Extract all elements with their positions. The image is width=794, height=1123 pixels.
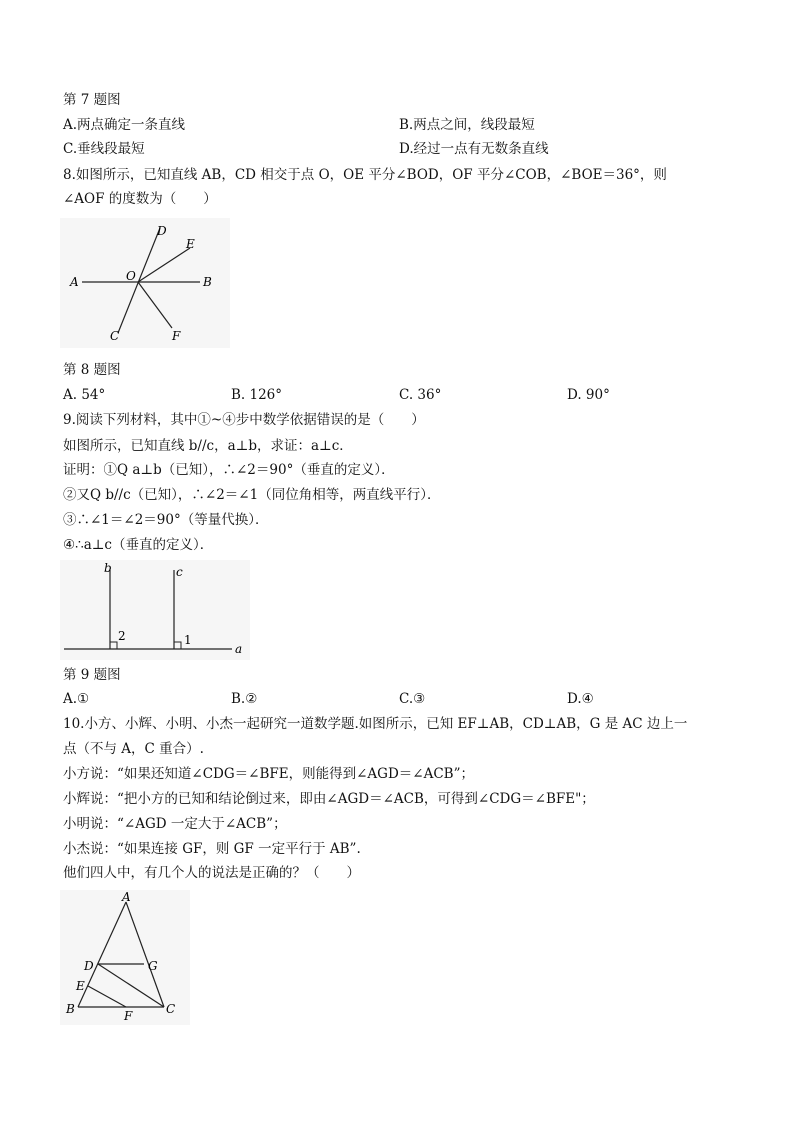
q9-proof-step2: ②又Q b//c（已知），∴∠2＝∠1（同位角相等，两直线平行）． — [63, 487, 441, 503]
q8-option-c: C. 36° — [399, 387, 442, 403]
q8-option-d: D. 90° — [567, 387, 610, 403]
q10-label-b: B — [66, 1002, 75, 1016]
q9-option-d: D.④ — [567, 691, 594, 707]
q7-caption: 第 7 题图 — [63, 92, 121, 108]
q8-label-d: D — [157, 224, 167, 238]
q10-xiaojie-statement: 小杰说：“如果连接 GF，则 GF 一定平行于 AB”. — [63, 841, 361, 857]
q9-label-angle-1: 1 — [184, 633, 192, 647]
q10-label-a: A — [122, 890, 131, 904]
q9-stem: 9.阅读下列材料，其中①~④步中数学依据错误的是（ ） — [63, 412, 425, 428]
q9-proof-step1: 证明：①Q a⊥b（已知），∴∠2＝90°（垂直的定义）． — [63, 462, 395, 478]
q8-label-b: B — [203, 275, 212, 289]
q10-label-c: C — [166, 1002, 176, 1016]
q9-figure-background — [60, 560, 250, 660]
q10-xiaofang-statement: 小方说：“如果还知道∠CDG＝∠BFE，则能得到∠AGD＝∠ACB”； — [63, 766, 474, 782]
q7-option-c: C.垂线段最短 — [63, 141, 145, 157]
q7-option-a: A.两点确定一条直线 — [63, 117, 186, 133]
q8-label-f: F — [172, 329, 181, 343]
q10-label-d: D — [84, 959, 94, 973]
q8-caption: 第 8 题图 — [63, 362, 121, 378]
q10-label-g: G — [148, 959, 158, 973]
q9-proof-step3: ③∴∠1＝∠2＝90°（等量代换）． — [63, 512, 269, 528]
q7-option-b: B.两点之间，线段最短 — [399, 117, 535, 133]
q9-option-b: B.② — [231, 691, 258, 707]
q9-given: 如图所示，已知直线 b//c，a⊥b，求证：a⊥c． — [63, 438, 353, 454]
q8-figure — [60, 218, 230, 348]
q8-label-a: A — [70, 275, 79, 289]
q10-question: 他们四人中，有几个人的说法是正确的？（ ） — [63, 865, 360, 881]
q10-stem-line2: 点（不与 A，C 重合）. — [63, 741, 204, 757]
q8-label-c: C — [110, 329, 120, 343]
q9-figure — [60, 560, 250, 660]
q10-figure — [60, 890, 190, 1025]
q9-label-c: c — [176, 565, 183, 579]
q10-label-f: F — [124, 1009, 133, 1023]
q9-label-angle-2: 2 — [118, 629, 126, 643]
q8-stem-line1: 8.如图所示，已知直线 AB，CD 相交于点 O，OE 平分∠BOD，OF 平分∠COB，∠BOE＝36°，则 — [63, 167, 667, 183]
q9-option-c: C.③ — [399, 691, 426, 707]
q8-stem-line2: ∠AOF 的度数为（ ） — [63, 191, 217, 207]
q8-label-e: E — [186, 237, 195, 251]
q9-label-b: b — [104, 561, 112, 575]
q9-caption: 第 9 题图 — [63, 667, 121, 683]
q8-option-b: B. 126° — [231, 387, 283, 403]
q9-proof-step4: ④∴a⊥c（垂直的定义）． — [63, 537, 214, 553]
q9-option-a: A.① — [63, 691, 90, 707]
q10-xiaohui-statement: 小辉说：“把小方的已知和结论倒过来，即由∠AGD＝∠ACB，可得到∠CDG＝∠BFE"； — [63, 791, 595, 807]
q10-stem-line1: 10.小方、小辉、小明、小杰一起研究一道数学题.如图所示，已知 EF⊥AB，CD⊥AB，G 是 AC 边上一 — [63, 716, 688, 732]
q8-label-o: O — [126, 269, 136, 283]
q8-option-a: A. 54° — [63, 387, 106, 403]
q9-label-a: a — [235, 642, 243, 656]
q7-option-d: D.经过一点有无数条直线 — [399, 141, 549, 157]
q10-xiaoming-statement: 小明说：“∠AGD 一定大于∠ACB”； — [63, 816, 287, 832]
q10-label-e: E — [76, 979, 85, 993]
